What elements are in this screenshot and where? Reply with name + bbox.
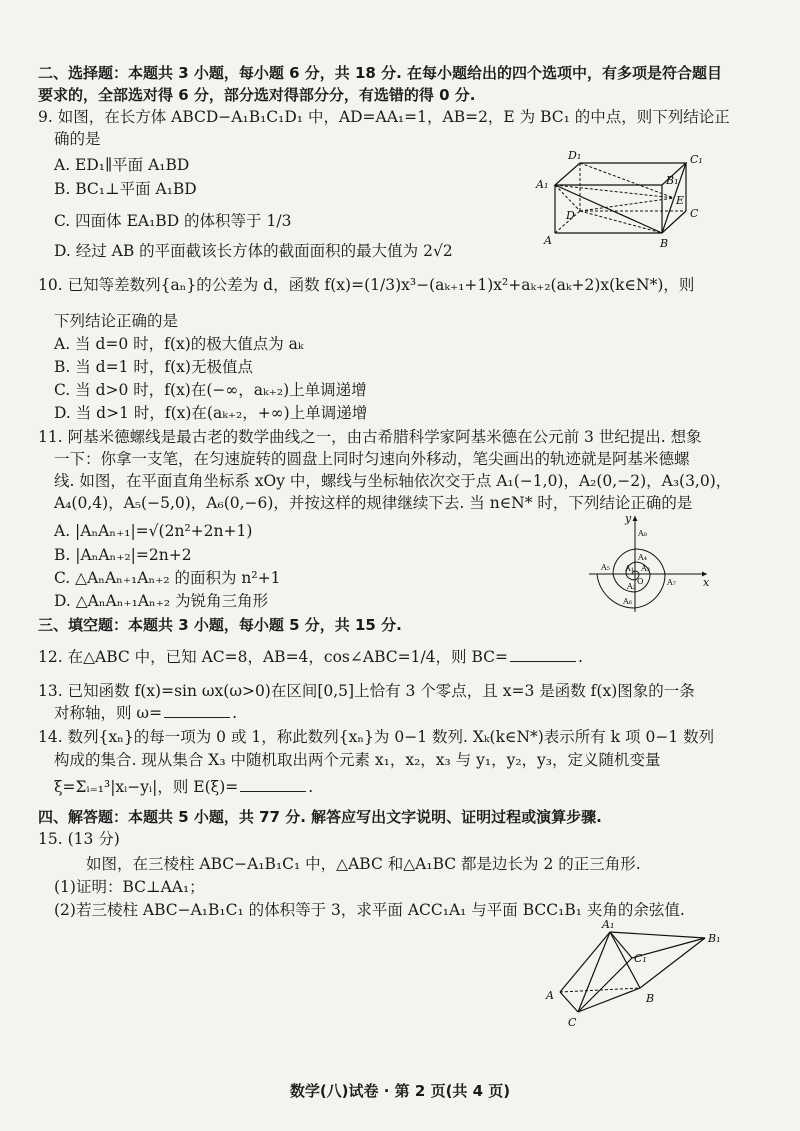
- q9-label-a1: A₁: [536, 178, 549, 191]
- q9-label-c: C: [690, 207, 699, 220]
- q14-end: .: [308, 778, 314, 796]
- section3-header: 三、填空题：本题共 3 小题，每小题 5 分，共 15 分.: [38, 616, 402, 634]
- q15-prism-figure: [540, 918, 730, 1030]
- q11-option-c: C. △AₙAₙ₊₁Aₙ₊₂ 的面积为 n²+1: [54, 569, 281, 587]
- q11-option-b: B. |AₙAₙ₊₂|=2n+2: [54, 546, 192, 564]
- page-footer: 数学(八)试卷 · 第 2 页(共 4 页): [289, 1082, 511, 1100]
- q10-option-d: D. 当 d>1 时，f(x)在(aₖ₊₂，+∞)上单调递增: [54, 404, 368, 422]
- q11-label-x: x: [703, 576, 710, 589]
- q15-label-a1: A₁: [602, 918, 615, 931]
- q10-stem-line1: 10. 已知等差数列{aₙ}的公差为 d，函数 f(x)=(1/3)x³−(aₖ₊₁+1)x²+aₖ₊₂(aₖ+2)x(k∈N*)，则: [38, 276, 695, 294]
- q11-label-y: y: [625, 512, 632, 525]
- q9-label-d: D: [566, 209, 575, 222]
- section4-header: 四、解答题：本题共 5 小题，共 77 分. 解答应写出文字说明、证明过程或演算步骤.: [38, 808, 602, 826]
- q9-stem-line1: 9. 如图，在长方体 ABCD−A₁B₁C₁D₁ 中，AD=AA₁=1，AB=2，E 为 BC₁ 的中点，则下列结论正: [38, 108, 730, 126]
- q11-label-o: O: [637, 577, 644, 586]
- q11-stem-line1: 11. 阿基米德螺线是最古老的数学曲线之一，由古希腊科学家阿基米德在公元前 3 世纪提出. 想象: [38, 428, 702, 446]
- q9-label-e: E: [676, 194, 685, 207]
- q14-line3: [54, 776, 768, 798]
- q11-stem-line4: A₄(0,4)，A₅(−5,0)，A₆(0,−6)，并按这样的规律继续下去. 当 n∈N* 时，下列结论正确的是: [54, 494, 693, 512]
- q14-answer-blank: [240, 777, 306, 792]
- q15-part2: (2)若三棱柱 ABC−A₁B₁C₁ 的体积等于 3，求平面 ACC₁A₁ 与平面 BCC₁B₁ 夹角的余弦值.: [54, 901, 685, 919]
- q10-option-c: C. 当 d>0 时，f(x)在(−∞，aₖ₊₂)上单调递增: [54, 381, 367, 399]
- q15-label-b1: B₁: [708, 932, 721, 945]
- q14-stem-line3: ξ=Σᵢ₌₁³|xᵢ−yᵢ|，则 E(ξ)=: [54, 778, 239, 796]
- q15-stem: 如图，在三棱柱 ABC−A₁B₁C₁ 中，△ABC 和△A₁BC 都是边长为 2 的正三角形.: [86, 855, 641, 873]
- q9-cuboid-figure: [530, 148, 710, 253]
- q11-label-a7: A₇: [667, 578, 676, 587]
- q11-label-a1: A₁: [625, 564, 634, 573]
- q12-stem: 12. 在△ABC 中，已知 AC=8，AB=4，cos∠ABC=1/4，则 BC=: [38, 648, 508, 666]
- q9-label-b: B: [660, 237, 669, 250]
- q15-label-c: C: [568, 1016, 577, 1029]
- q15-title: 15. (13 分): [38, 830, 120, 848]
- q13-stem-line1: 13. 已知函数 f(x)=sin ωx(ω>0)在区间[0,5]上恰有 3 个零点，且 x=3 是函数 f(x)图象的一条: [38, 682, 695, 700]
- q9-stem-line2: 确的是: [54, 130, 101, 148]
- q15-part1: (1)证明：BC⊥AA₁；: [54, 878, 205, 896]
- q13-stem-line2: 对称轴，则 ω=: [54, 704, 163, 722]
- q10-option-a: A. 当 d=0 时，f(x)的极大值点为 aₖ: [54, 335, 304, 353]
- q13-end: .: [232, 704, 237, 722]
- q12-line: [38, 646, 768, 668]
- q10-stem-line2: 下列结论正确的是: [54, 312, 179, 330]
- q9-label-c1: C₁: [690, 153, 703, 166]
- q11-label-a2: A₂: [627, 582, 636, 591]
- q15-label-a: A: [546, 989, 554, 1002]
- q9-option-b: B. BC₁⊥平面 A₁BD: [54, 180, 197, 198]
- q15-label-b: B: [646, 992, 655, 1005]
- q14-stem-line2: 构成的集合. 现从集合 X₃ 中随机取出两个元素 x₁，x₂，x₃ 与 y₁，y₂，y₃，定义随机变量: [54, 751, 661, 769]
- q11-stem-line2: 一下：你拿一支笔，在匀速旋转的圆盘上同时匀速向外移动，笔尖画出的轨迹就是阿基米德螺: [54, 450, 690, 468]
- q11-stem-line3: 线. 如图，在平面直角坐标系 xOy 中，螺线与坐标轴依次交于点 A₁(−1,0)，A₂(0,−2)，A₃(3,0)，: [54, 472, 732, 490]
- q15-label-c1: C₁: [634, 952, 647, 965]
- q11-spiral-figure: [585, 512, 715, 614]
- q11-label-a6: A₆: [623, 597, 632, 606]
- q11-label-a4: A₄: [638, 553, 647, 562]
- q12-answer-blank: [510, 647, 576, 662]
- q11-option-a: A. |AₙAₙ₊₁|=√(2n²+2n+1): [54, 522, 253, 540]
- q11-label-a3: A₃: [641, 564, 650, 573]
- q11-label-a5: A₅: [601, 563, 610, 572]
- q11-option-d: D. △AₙAₙ₊₁Aₙ₊₂ 为锐角三角形: [54, 592, 269, 610]
- q9-label-a: A: [544, 234, 552, 247]
- q9-label-d1: D₁: [568, 149, 582, 162]
- q13-answer-blank: [164, 703, 230, 718]
- q11-label-a8: A₈: [638, 529, 647, 538]
- q9-option-c: C. 四面体 EA₁BD 的体积等于 1/3: [54, 212, 292, 230]
- q9-label-b1: B₁: [666, 174, 679, 187]
- q14-stem-line1: 14. 数列{xₙ}的每一项为 0 或 1，称此数列{xₙ}为 0−1 数列. Xₖ(k∈N*)表示所有 k 项 0−1 数列: [38, 728, 715, 746]
- section2-header-line1: 二、选择题：本题共 3 小题，每小题 6 分，共 18 分. 在每小题给出的四个选项中，有多项是符合题目: [38, 64, 723, 82]
- q9-option-a: A. ED₁∥平面 A₁BD: [54, 156, 190, 174]
- q12-end: .: [578, 648, 583, 666]
- section2-header-line2: 要求的，全部选对得 6 分，部分选对得部分分，有选错的得 0 分.: [38, 86, 476, 104]
- q13-line2: [54, 702, 768, 724]
- q10-option-b: B. 当 d=1 时，f(x)无极值点: [54, 358, 253, 376]
- q9-option-d: D. 经过 AB 的平面截该长方体的截面面积的最大值为 2√2: [54, 242, 453, 260]
